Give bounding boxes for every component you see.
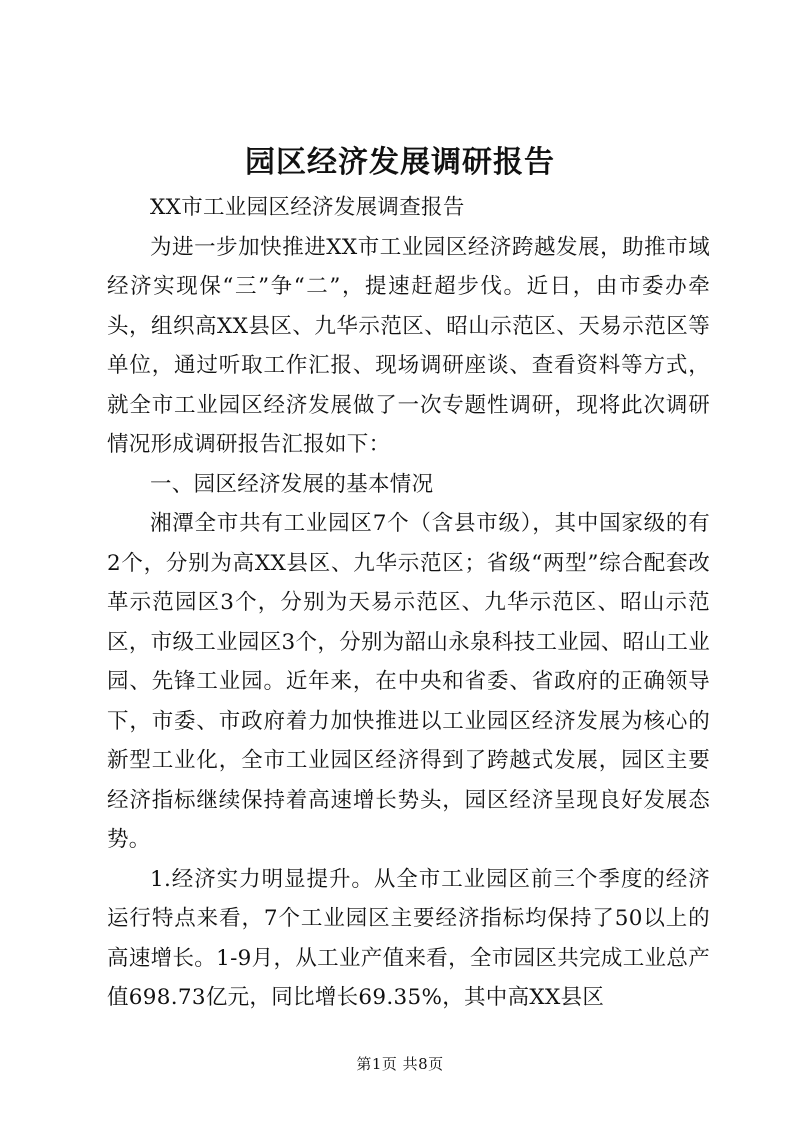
report-subtitle-paragraph: XX市工业园区经济发展调查报告 xyxy=(150,195,465,220)
intro-paragraph: 为进一步加快推进XX市工业园区经济跨越发展，助推市域经济实现保“三”争“二”，提速赶超步伐。近日，由市委办牵头，组织高XX县区、九华示范区、昭山示范区、天易示范区等单位，通过听取工作汇报、现场调研座谈、查看资料等方式，就全市工业园区经济发展做了一次专题性调研，现将此次调研情况形成调研报告汇报如下： xyxy=(107,234,710,457)
document-body xyxy=(107,188,710,1018)
document-title: 园区经济发展调研报告 xyxy=(245,145,555,180)
section-heading: 一、园区经济发展的基本情况 xyxy=(150,471,434,497)
basic-situation-paragraph: 湘潭全市共有工业园区7个（含县市级），其中国家级的有2个，分别为高XX县区、九华示范区；省级“两型”综合配套改革示范园区3个，分别为天易示范区、九华示范区、昭山示范区，市级工业园区3个，分别为韶山永泉科技工业园、昭山工业园、先锋工业园。近年来，在中央和省委、省政府的正确领导下，市委、市政府着力加快推进以工业园区经济发展为核心的新型工业化，全市工业园区经济得到了跨越式发展，园区主要经济指标继续保持着高速增长势头，园区经济呈现良好发展态势。 xyxy=(107,511,710,852)
economic-strength-paragraph: 1.经济实力明显提升。从全市工业园区前三个季度的经济运行特点来看，7个工业园区主要经济指标均保持了50以上的高速增长。1-9月，从工业产值来看，全市园区共完成工业总产值698.73亿元，同比增长69.35%，其中高XX县区 xyxy=(107,866,710,1010)
page-number-footer: 第1页 共8页 xyxy=(356,1055,444,1073)
